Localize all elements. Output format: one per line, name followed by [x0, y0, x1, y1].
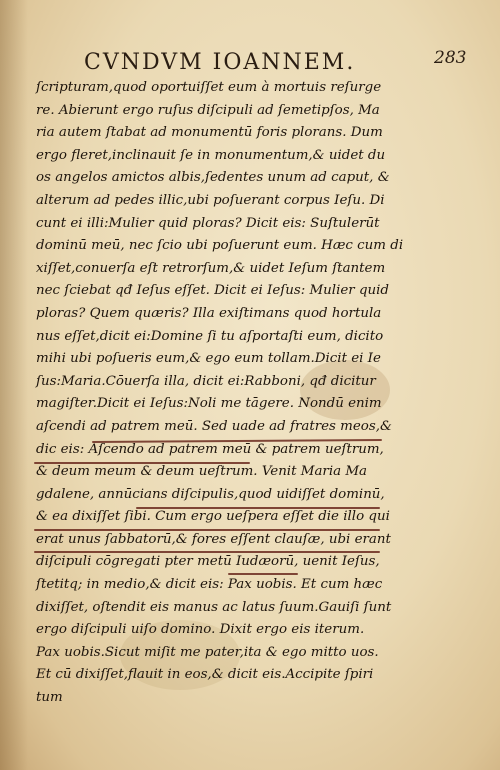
- text-line: ſcripturam,quod oportuiſſet eum à mortuis reſurge: [36, 80, 382, 95]
- text-line: nus eſſet,dicit ei:Domine ſi tu aſportaſti eum, dicito: [36, 328, 384, 344]
- text-line: re. Abierunt ergo ruſus diſcipuli ad ſemetipſos, Ma: [36, 102, 380, 118]
- text-line: nec ſciebat qđ Ieſus eſſet. Dicit ei Ieſus: Mulier quid: [36, 283, 390, 299]
- text-line: xiſſet,conuerſa eſt retrorſum,& uidet Ieſum ſtantem: [36, 260, 386, 276]
- text-line: cunt ei illi:Mulier quid ploras? Dicit eis: Suſtulerūt: [36, 215, 380, 231]
- handwritten-underline: [34, 529, 380, 531]
- text-line: Et cū dixiſſet,flauit in eos,& dicit eis.Accipite ſpiri: [36, 667, 374, 683]
- text-line: dic eis: Aſcendo ad patrem meū & patrem ueſtrum,: [36, 441, 384, 457]
- text-line: ergo fleret,inclinauit ſe in monumentum,& uidet du: [36, 147, 386, 163]
- text-line: Pax uobis.Sicut miſit me pater,ita & ego mitto uos.: [36, 644, 379, 660]
- text-line: & ea dixiſſet ſibi. Cum ergo ueſpera eſſet die illo qui: [36, 509, 390, 525]
- text-line: ſus:Maria.Cōuerſa illa, dicit ei:Rabboni, qđ dicitur: [36, 373, 376, 389]
- text-line: aſcendi ad patrem meū. Sed uade ad fratres meos,&: [36, 418, 392, 434]
- text-line: diſcipuli cōgregati pter metū Iudæorū, uenit Ieſus,: [36, 554, 380, 570]
- text-line: ploras? Quem quæris? Illa exiſtimans quod hortula: [36, 305, 382, 321]
- text-line: ergo diſcipuli uiſo domino. Dixit ergo eis iterum.: [36, 622, 365, 638]
- text-line: magiſter.Dicit ei Ieſus:Noli me tāgere. Nondū enim: [36, 396, 382, 412]
- text-line: erat unus ſabbatorū,& fores eſſent clauſæ, ubi erant: [36, 531, 391, 547]
- text-line: tum: [36, 690, 63, 706]
- text-line: gdalene, annūcians diſcipulis,quod uidiſſet dominū,: [36, 486, 385, 502]
- text-line: alterum ad pedes illic,ubi poſuerant corpus Ieſu. Di: [36, 192, 385, 208]
- running-title: CVNDVM IOANNEM.: [84, 50, 356, 75]
- text-line: dixiſſet, oſtendit eis manus ac latus ſuum.Gauiſi ſunt: [36, 599, 392, 615]
- text-line: dominū meū, nec ſcio ubi poſuerunt eum. Hæc cum di: [36, 238, 404, 254]
- handwritten-underline: [34, 551, 380, 553]
- body-text: [36, 77, 404, 710]
- text-line: & deum meum & deum ueſtrum. Venit Maria Ma: [36, 464, 368, 480]
- text-line: ria autem ſtabat ad monumentū foris plorans. Dum: [36, 125, 383, 141]
- page-number: 283: [434, 48, 467, 68]
- text-line: mihi ubi poſueris eum,& ego eum tollam.Dicit ei Ie: [36, 351, 381, 367]
- handwritten-underline: [136, 507, 380, 509]
- text-line: os angelos amictos albis,ſedentes unum ad caput, &: [36, 170, 390, 186]
- handwritten-underline: [228, 573, 298, 575]
- text-line: ſtetitq; in medio,& dicit eis: Pax uobis. Et cum hæc: [36, 577, 383, 593]
- handwritten-underline: [34, 462, 250, 464]
